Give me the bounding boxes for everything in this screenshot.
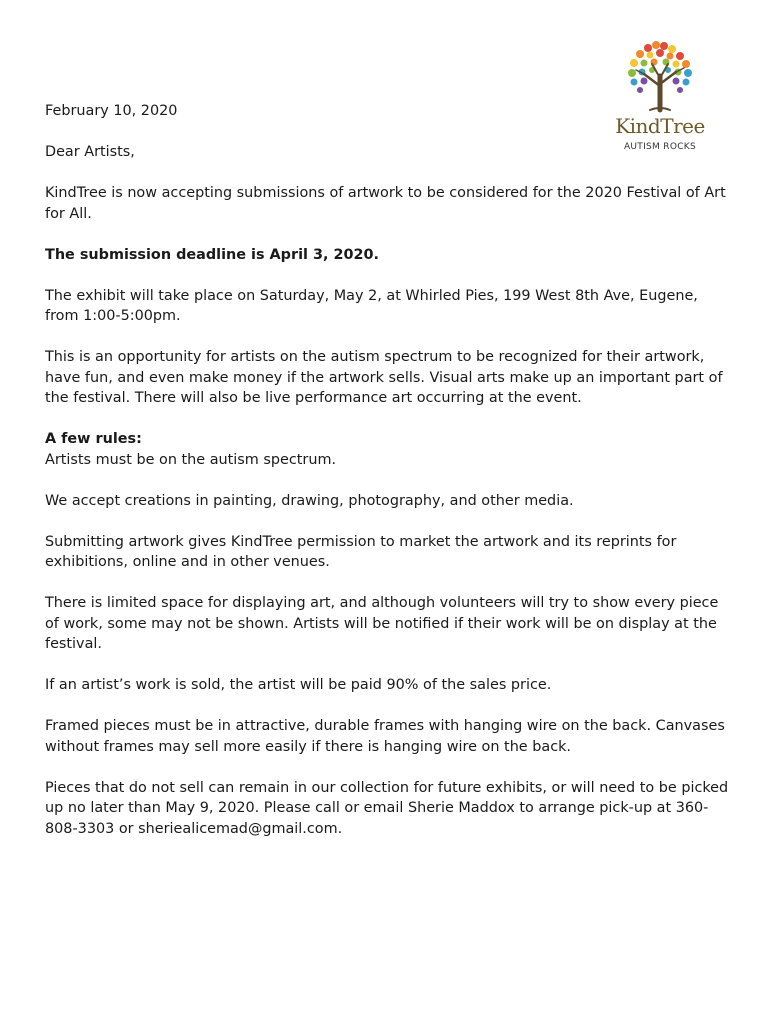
- rule-item: If an artist’s work is sold, the artist will be paid 90% of the sales price.: [45, 677, 552, 693]
- rule-item: Framed pieces must be in attractive, durable frames with hanging wire on the back. Canvases without frames may sell more easily if there is hanging wire on the back.: [45, 718, 725, 755]
- paragraph-exhibit: The exhibit will take place on Saturday, May 2, at Whirled Pies, 199 West 8th Ave, Eugene, from 1:00-5:00pm.: [45, 287, 698, 324]
- rules-heading: A few rules:: [45, 431, 142, 447]
- rule-item: There is limited space for displaying art, and although volunteers will try to show every piece of work, some may not be shown. Artists will be notified if their work will be on display at the festival.: [45, 595, 719, 652]
- letter-salutation: Dear Artists,: [45, 144, 135, 160]
- deadline-notice: The submission deadline is April 3, 2020.: [45, 246, 379, 263]
- logo-wordmark: KindTree: [615, 114, 705, 138]
- rule-item: We accept creations in painting, drawing, photography, and other media.: [45, 492, 574, 509]
- rules-section: [45, 429, 735, 470]
- logo-tagline: AUTISM ROCKS: [623, 142, 697, 152]
- rule-item: Artists must be on the autism spectrum.: [45, 451, 337, 468]
- letter-body: [45, 101, 735, 860]
- letter-date: February 10, 2020: [45, 103, 178, 119]
- rule-item: Submitting artwork gives KindTree permission to market the artwork and its reprints for exhibitions, online and in other venues.: [45, 533, 677, 570]
- paragraph-intro: KindTree is now accepting submissions of artwork to be considered for the 2020 Festival of Art for All.: [45, 185, 726, 222]
- rule-item: Pieces that do not sell can remain in our collection for future exhibits, or will need to be picked up no later than May 9, 2020. Please call or email Sherie Maddox to arrange pick-up at 360-808-3303 or sheriealicemad@gmail.com.: [45, 779, 729, 837]
- paragraph-opportunity: This is an opportunity for artists on the autism spectrum to be recognized for their artwork, have fun, and even make money if the artwork sells. Visual arts make up an important part of the festival. There will also be live performance art occurring at the event.: [45, 349, 723, 406]
